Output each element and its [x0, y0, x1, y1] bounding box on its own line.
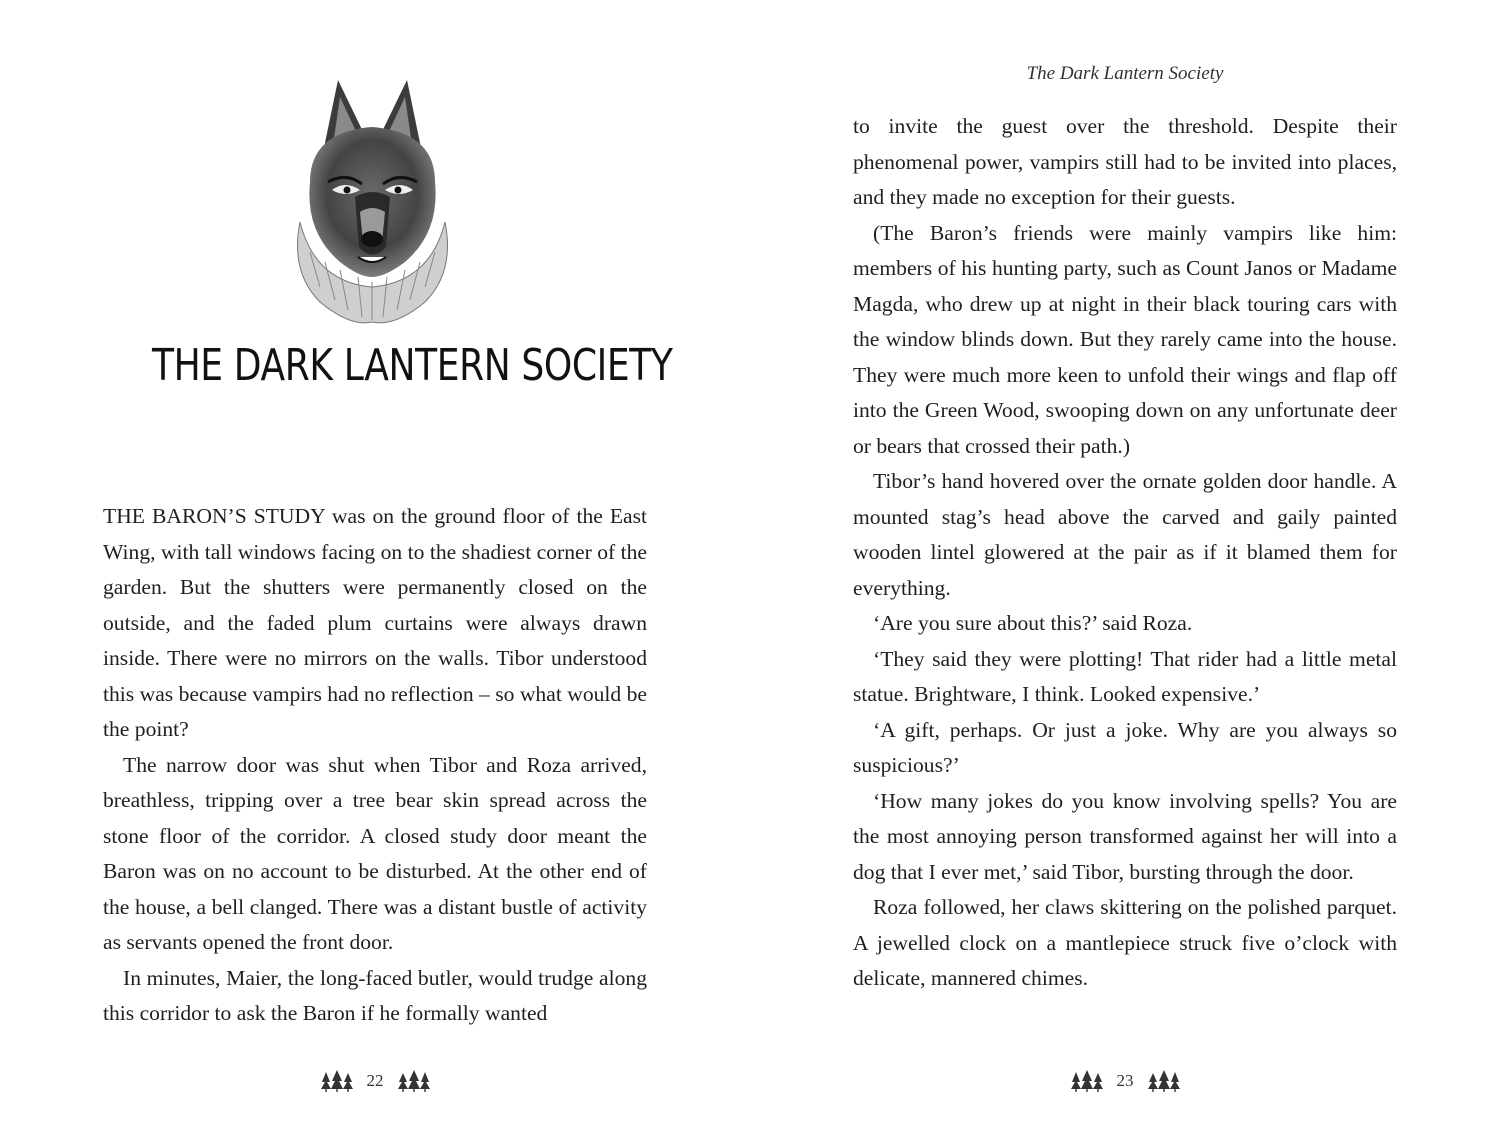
- paragraph: ‘A gift, perhaps. Or just a joke. Why are you always so suspicious?’: [853, 717, 1397, 777]
- pine-trees-icon: [1148, 1070, 1180, 1092]
- paragraph: THE BARON’S STUDY was on the ground floor of the East Wing, with tall windows facing on to the shadiest corner of the garden. But the shutters were permanently closed on the outside, and the faded plum curtains were always drawn inside. There were no mirrors on the walls. Tibor understood this was because vampirs had no reflection – so what would be the point?: [103, 504, 647, 741]
- paragraph: ‘They said they were plotting! That rider had a little metal statue. Brightware, I think. Looked expensive.’: [853, 646, 1397, 706]
- running-head: The Dark Lantern Society: [1026, 63, 1224, 84]
- page-footer: [0, 1070, 750, 1092]
- pine-trees-icon: [1071, 1070, 1103, 1092]
- paragraph: to invite the guest over the threshold. Despite their phenomenal power, vampirs still had to be invited into places, and they made no exception for their guests.: [853, 114, 1397, 209]
- body-text: [853, 109, 1397, 997]
- paragraph: The narrow door was shut when Tibor and Roza arrived, breathless, tripping over a tree bear skin spread across the stone floor of the corridor. A closed study door meant the Baron was on no account to be disturbed. At the other end of the house, a bell clanged. There was a distant bustle of activity as servants opened the front door.: [103, 752, 647, 954]
- body-text: [103, 499, 647, 1032]
- paragraph: (The Baron’s friends were mainly vampirs like him: members of his hunting party, such as Count Janos or Madame Magda, who drew up at night in their black touring cars with the window blinds down. But they rarely came into the house. They were much more keen to unfold their wings and flap off into the Green Wood, swooping down on any unfortunate deer or bears that crossed their path.): [853, 220, 1397, 458]
- page-footer: [750, 1070, 1500, 1092]
- wolf-head-illustration: [280, 72, 465, 327]
- pine-trees-icon: [321, 1070, 353, 1092]
- paragraph: ‘How many jokes do you know involving spells? You are the most annoying person transformed against her will into a dog that I ever met,’ said Tibor, bursting through the door.: [853, 788, 1397, 884]
- chapter-title: THE DARK LANTERN SOCIETY: [151, 340, 673, 391]
- paragraph: ‘Are you sure about this?’ said Roza.: [873, 611, 1193, 635]
- pine-trees-icon: [398, 1070, 430, 1092]
- right-page: [750, 0, 1500, 1147]
- page-number: 22: [366, 1071, 384, 1090]
- paragraph: In minutes, Maier, the long-faced butler, would trudge along this corridor to ask the Baron if he formally wanted: [103, 965, 647, 1025]
- page-number: 23: [1116, 1071, 1134, 1090]
- paragraph: Roza followed, her claws skittering on the polished parquet. A jewelled clock on a mantlepiece struck five o’clock with delicate, mannered chimes.: [853, 895, 1397, 990]
- paragraph: Tibor’s hand hovered over the ornate golden door handle. A mounted stag’s head above the carved and gaily painted wooden lintel glowered at the pair as if it blamed them for everything.: [853, 469, 1397, 600]
